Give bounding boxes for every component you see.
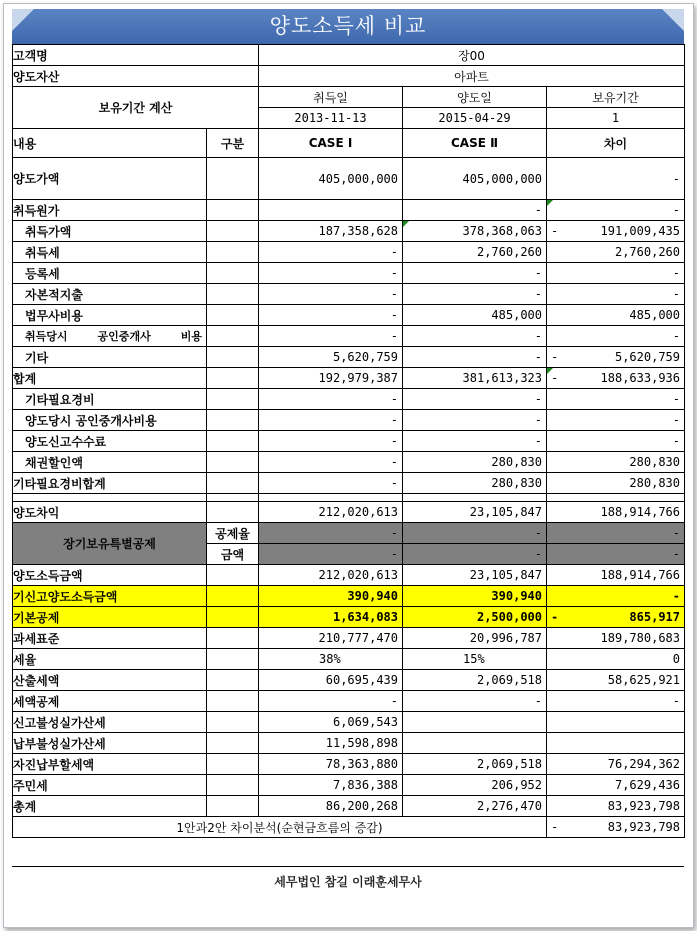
amount-label: 금액 [207, 544, 259, 565]
row-acq-tax [13, 242, 685, 263]
row-transfer-price [13, 158, 685, 200]
diff: 280,830 [547, 452, 685, 473]
diff-cell [547, 817, 685, 838]
row-report-fee [13, 431, 685, 452]
diff: 188,633,936 [600, 371, 680, 385]
cat [207, 565, 259, 586]
row-acq-price [13, 221, 685, 242]
case2: 381,613,323 [403, 368, 547, 389]
label: 자본적지출 [13, 284, 207, 305]
case2: 378,368,063 [403, 221, 547, 242]
case2: - [403, 431, 547, 452]
cat [207, 305, 259, 326]
diff [547, 733, 685, 754]
row-other [13, 347, 685, 368]
holding-header-row [13, 87, 685, 108]
label: 취득당시 공인중개사 비용 [13, 326, 207, 347]
case1: 212,020,613 [259, 502, 403, 523]
row-calc-tax [13, 670, 685, 691]
case2 [403, 733, 547, 754]
diff: - [547, 691, 685, 712]
cat [207, 221, 259, 242]
tax-comparison-table [12, 44, 685, 838]
case2: - [403, 284, 547, 305]
diff-sign: - [551, 350, 559, 364]
diff: 7,629,436 [547, 775, 685, 796]
asset-row [13, 66, 685, 87]
label: 양도차익 [13, 502, 207, 523]
cat [207, 473, 259, 494]
case2: - [403, 691, 547, 712]
diff [547, 712, 685, 733]
label: 기신고양도소득금액 [13, 586, 207, 607]
label: 주민세 [13, 775, 207, 796]
label: 양도신고수수료 [13, 431, 207, 452]
case2: 280,830 [403, 452, 547, 473]
diff: - [547, 284, 685, 305]
row-basic-deduct [13, 607, 685, 628]
asset-label: 양도자산 [13, 66, 259, 87]
case1: - [259, 263, 403, 284]
diff: 191,009,435 [600, 224, 680, 238]
row-subtotal [13, 368, 685, 389]
label: 채권할인액 [13, 452, 207, 473]
case2: - [403, 347, 547, 368]
holding-period-label: 보유기간 [547, 87, 685, 108]
label: 총계 [13, 796, 207, 817]
cat [207, 410, 259, 431]
diff: - [547, 431, 685, 452]
diff-cell [547, 368, 685, 389]
row-tax-rate [13, 649, 685, 670]
client-label: 고객명 [13, 45, 259, 66]
row-bond-disc [13, 452, 685, 473]
label: 취득원가 [13, 200, 207, 221]
diff-cell [547, 347, 685, 368]
case2: 2,500,000 [403, 607, 547, 628]
col-case2: CASE Ⅱ [403, 129, 547, 158]
diff: - [547, 544, 685, 565]
case1: - [259, 452, 403, 473]
case2: - [403, 326, 547, 347]
case2: - [403, 544, 547, 565]
label: 양도소득금액 [13, 565, 207, 586]
case2: 2,069,518 [403, 754, 547, 775]
case1: 7,836,388 [259, 775, 403, 796]
label: 취득세 [13, 242, 207, 263]
case2: - [403, 200, 547, 221]
label: 기타 [13, 347, 207, 368]
diff-sign: - [551, 610, 559, 624]
case1 [259, 200, 403, 221]
case2: 405,000,000 [403, 158, 547, 200]
row-resident-tax [13, 775, 685, 796]
label: 기타필요경비합계 [13, 473, 207, 494]
client-value: 장00 [259, 45, 685, 66]
row-tax-base [13, 628, 685, 649]
diff: 189,780,683 [547, 628, 685, 649]
cat [207, 200, 259, 221]
case1: 1,634,083 [259, 607, 403, 628]
page-title: 양도소득세 비교 [12, 9, 684, 44]
diff: - [547, 200, 685, 221]
cat [207, 431, 259, 452]
diff-cell [547, 221, 685, 242]
analysis-label: 1안과2안 차이분석(순현금흐름의 증감) [13, 817, 547, 838]
diff: - [547, 263, 685, 284]
case1: 210,777,470 [259, 628, 403, 649]
label: 신고불성실가산세 [13, 712, 207, 733]
case1: 78,363,880 [259, 754, 403, 775]
label: 법무사비용 [13, 305, 207, 326]
row-analysis [13, 817, 685, 838]
case2: 2,276,470 [403, 796, 547, 817]
cat [207, 733, 259, 754]
diff: 2,760,260 [547, 242, 685, 263]
row-tax-credit [13, 691, 685, 712]
spacer-row [13, 494, 685, 502]
case2: 15% [403, 649, 547, 670]
label: 취득가액 [13, 221, 207, 242]
case1: 212,020,613 [259, 565, 403, 586]
case2: 23,105,847 [403, 502, 547, 523]
cat [207, 586, 259, 607]
cat [207, 242, 259, 263]
row-prior-income [13, 586, 685, 607]
col-diff: 차이 [547, 129, 685, 158]
diff: - [547, 158, 685, 200]
col-content: 내용 [13, 129, 207, 158]
cat [207, 368, 259, 389]
cat [207, 628, 259, 649]
case1: 187,358,628 [259, 221, 403, 242]
diff: 865,917 [629, 610, 680, 624]
row-total [13, 796, 685, 817]
row-other-exp-total [13, 473, 685, 494]
cat [207, 796, 259, 817]
label: 등록세 [13, 263, 207, 284]
row-self-pay [13, 754, 685, 775]
cat [207, 649, 259, 670]
holding-period: 1 [547, 108, 685, 129]
case1: 5,620,759 [259, 347, 403, 368]
row-legal [13, 305, 685, 326]
label: 양도가액 [13, 158, 207, 200]
row-reg-tax [13, 263, 685, 284]
diff: 5,620,759 [614, 350, 680, 364]
cat [207, 158, 259, 200]
case2: - [403, 523, 547, 544]
col-case1: CASE Ⅰ [259, 129, 403, 158]
label: 과세표준 [13, 628, 207, 649]
diff: 280,830 [547, 473, 685, 494]
diff: - [547, 523, 685, 544]
case2: 280,830 [403, 473, 547, 494]
case1: - [259, 305, 403, 326]
case2: 2,760,260 [403, 242, 547, 263]
acq-date-label: 취득일 [259, 87, 403, 108]
cat [207, 502, 259, 523]
case1: - [259, 326, 403, 347]
label: 합계 [13, 368, 207, 389]
diff-sign: - [551, 371, 559, 385]
cat [207, 347, 259, 368]
case2: 485,000 [403, 305, 547, 326]
footer-signature: 세무법인 참길 이래훈세무사 [274, 875, 422, 889]
acq-date: 2013-11-13 [259, 108, 403, 129]
diff: - [547, 389, 685, 410]
cat [207, 607, 259, 628]
row-gain [13, 502, 685, 523]
diff: 83,923,798 [547, 796, 685, 817]
col-category: 구분 [207, 129, 259, 158]
label: 납부불성실가산세 [13, 733, 207, 754]
diff: 485,000 [547, 305, 685, 326]
row-pay-penalty [13, 733, 685, 754]
row-broker-trans [13, 410, 685, 431]
case1: - [259, 544, 403, 565]
case2: 2,069,518 [403, 670, 547, 691]
label: 기타필요경비 [13, 389, 207, 410]
case1: - [259, 523, 403, 544]
cat [207, 284, 259, 305]
case1: 405,000,000 [259, 158, 403, 200]
banner-corner-right [662, 9, 684, 31]
cat [207, 754, 259, 775]
diff: 76,294,362 [547, 754, 685, 775]
case2: - [403, 389, 547, 410]
cat [207, 670, 259, 691]
asset-value: 아파트 [259, 66, 685, 87]
diff: 188,914,766 [547, 502, 685, 523]
case2: 206,952 [403, 775, 547, 796]
case2: 20,996,787 [403, 628, 547, 649]
cat [207, 775, 259, 796]
case1: 390,940 [259, 586, 403, 607]
case1: 60,695,439 [259, 670, 403, 691]
holding-label: 보유기간 계산 [13, 87, 259, 129]
column-header-row [13, 129, 685, 158]
rate-label: 공제율 [207, 523, 259, 544]
case1: - [259, 410, 403, 431]
case1: - [259, 242, 403, 263]
case1: - [259, 389, 403, 410]
case2: 23,105,847 [403, 565, 547, 586]
label: 세액공제 [13, 691, 207, 712]
row-other-exp [13, 389, 685, 410]
case1: - [259, 284, 403, 305]
diff: 0 [547, 649, 685, 670]
case2: - [403, 263, 547, 284]
diff: - [547, 586, 685, 607]
diff-sign: - [551, 224, 559, 238]
label: 기본공제 [13, 607, 207, 628]
diff-cell [547, 607, 685, 628]
row-capex [13, 284, 685, 305]
cat [207, 263, 259, 284]
trans-date-label: 양도일 [403, 87, 547, 108]
cat [207, 326, 259, 347]
diff: 83,923,798 [607, 820, 680, 834]
row-acq-cost [13, 200, 685, 221]
trans-date: 2015-04-29 [403, 108, 547, 129]
row-long-term-rate [13, 523, 685, 544]
row-broker-acq [13, 326, 685, 347]
label: 세율 [13, 649, 207, 670]
case1: - [259, 473, 403, 494]
long-term-label: 장기보유특별공제 [13, 523, 207, 565]
diff: 58,625,921 [547, 670, 685, 691]
cat [207, 712, 259, 733]
cat [207, 452, 259, 473]
case1: 86,200,268 [259, 796, 403, 817]
case2: 390,940 [403, 586, 547, 607]
label: 양도당시 공인중개사비용 [13, 410, 207, 431]
case1: 11,598,898 [259, 733, 403, 754]
diff-sign: - [551, 820, 559, 834]
banner-corner-left [12, 9, 34, 31]
case1: 192,979,387 [259, 368, 403, 389]
case2: - [403, 410, 547, 431]
cat [207, 389, 259, 410]
diff: 188,914,766 [547, 565, 685, 586]
row-report-penalty [13, 712, 685, 733]
row-income [13, 565, 685, 586]
label: 산출세액 [13, 670, 207, 691]
case2 [403, 712, 547, 733]
footer-divider [12, 866, 684, 867]
client-row [13, 45, 685, 66]
diff: - [547, 326, 685, 347]
case1: 38% [259, 649, 403, 670]
case1: - [259, 691, 403, 712]
label: 자진납부할세액 [13, 754, 207, 775]
cat [207, 691, 259, 712]
case1: - [259, 431, 403, 452]
diff: - [547, 410, 685, 431]
case1: 6,069,543 [259, 712, 403, 733]
